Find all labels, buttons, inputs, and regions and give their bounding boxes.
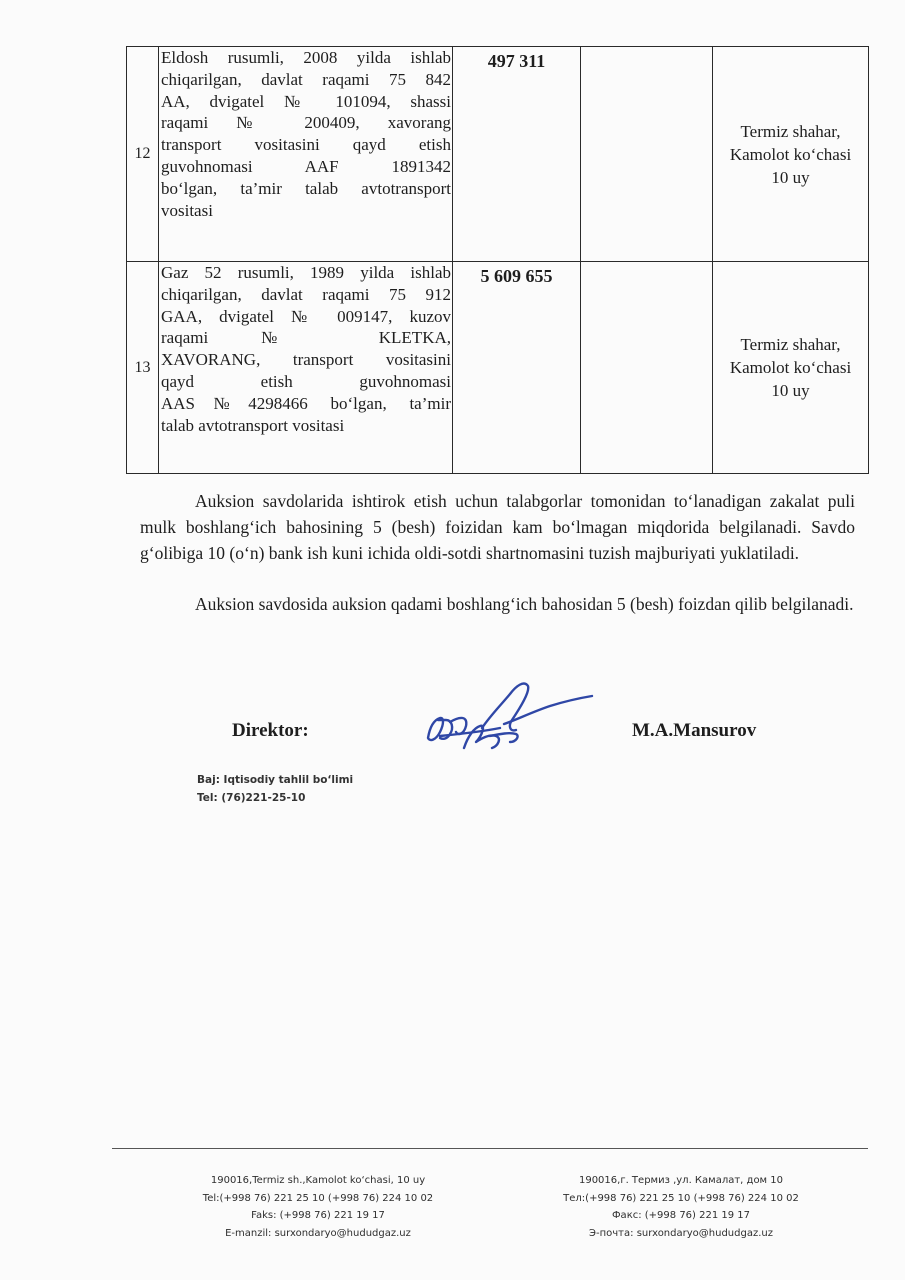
lot-description xyxy=(159,47,453,262)
footer-fax: Факс: (+998 76) 221 19 17 xyxy=(611,1210,751,1221)
footer-divider xyxy=(112,1148,868,1149)
footer-contacts-uz xyxy=(158,1172,478,1242)
footer-phone: Тел:(+998 76) 221 25 10 (+998 76) 224 10 02 xyxy=(563,1192,799,1204)
deposit-paragraph xyxy=(140,488,855,566)
executor-department: Baj: Iqtisodiy tahlil bo‘limi xyxy=(197,774,354,786)
executor-phone: Tel: (76)221-25-10 xyxy=(197,792,306,804)
footer-fax: Faks: (+998 76) 221 19 17 xyxy=(251,1210,385,1221)
footer-address: 190016,г. Термиз ,ул. Камалат, дом 10 xyxy=(578,1175,784,1186)
address-line: 10 uy xyxy=(771,381,810,400)
description-line: raqami № KLETKA, xyxy=(161,328,451,348)
lot-number: 13 xyxy=(127,262,159,474)
address-line: Kamolot ko‘chasi xyxy=(729,358,852,377)
lot-price: 5 609 655 xyxy=(453,262,581,474)
description-line: transport vositasini qayd etish xyxy=(161,135,451,155)
description-line: GAA, dvigatel № 009147, kuzov xyxy=(161,306,451,326)
address-line: Termiz shahar, xyxy=(740,335,841,354)
description-line: AAS№4298466 bo‘lgan, ta’mir xyxy=(161,393,451,413)
lot-address xyxy=(713,262,869,474)
auction-step-paragraph xyxy=(140,591,855,617)
description-line: Gaz 52 rusumli, 1989 yilda ishlab xyxy=(161,263,451,282)
description-line: qayd etish guvohnomasi xyxy=(161,371,451,391)
table-row xyxy=(127,47,869,262)
footer-phone: Tel:(+998 76) 221 25 10 (+998 76) 224 10 02 xyxy=(202,1192,434,1204)
lot-price: 497 311 xyxy=(453,47,581,262)
footer-email: E-manzil: surxondaryo@hududgaz.uz xyxy=(225,1227,411,1239)
signature-role: Direktor: xyxy=(232,720,309,741)
footer-contacts-ru xyxy=(521,1172,841,1242)
signatory-name: M.A.Mansurov xyxy=(632,720,757,741)
description-line: raqami № 200409, xavorang xyxy=(161,113,451,133)
footer-email: Э-почта: surxondaryo@hududgaz.uz xyxy=(589,1227,773,1239)
paragraph-text: Auksion savdolarida ishtirok etish uchun talabgorlar tomonidan to‘lanadigan zakalat puli mulk boshlang‘ich bahosining 5 (besh) foizidan kam bo‘lmagan miqdorida belgilanadi. Savdo g‘olibiga 10 (o‘n) bank ish kuni ichida oldi-sotdi shartnomasini tuzish majburiyati yuklatiladi. xyxy=(140,491,855,563)
empty-cell xyxy=(581,262,713,474)
lots-table xyxy=(126,46,869,474)
paragraph-text: Auksion savdosida auksion qadami boshlang‘ich bahosidan 5 (besh) foizdan qilib belgilanadi. xyxy=(195,594,854,614)
description-line: chiqarilgan, davlat raqami 75 912 xyxy=(161,284,451,304)
empty-cell xyxy=(581,47,713,262)
lot-number: 12 xyxy=(127,47,159,262)
description-line: guvohnomasi AAF 1891342 xyxy=(161,156,451,176)
address-line: Kamolot ko‘chasi xyxy=(729,144,852,164)
description-line: bo‘lgan, ta’mir talab avtotransport xyxy=(161,178,451,198)
description-line: Eldosh rusumli, 2008 yilda ishlab xyxy=(161,48,451,67)
table-row xyxy=(127,262,869,474)
description-line: talab avtotransport vositasi xyxy=(161,415,345,435)
description-line: XAVORANG, transport vositasini xyxy=(161,350,451,370)
lot-address xyxy=(713,47,869,262)
footer-address: 190016,Termiz sh.,Kamolot ko‘chasi, 10 uy xyxy=(210,1175,426,1186)
handwritten-signature xyxy=(420,676,595,761)
description-line: AA, dvigatel № 101094, shassi xyxy=(161,91,451,111)
address-line: Termiz shahar, xyxy=(740,121,841,141)
lot-description xyxy=(159,262,453,474)
description-line: chiqarilgan, davlat raqami 75 842 xyxy=(161,69,451,89)
description-line: vositasi xyxy=(161,200,213,220)
address-line: 10 uy xyxy=(771,167,810,187)
